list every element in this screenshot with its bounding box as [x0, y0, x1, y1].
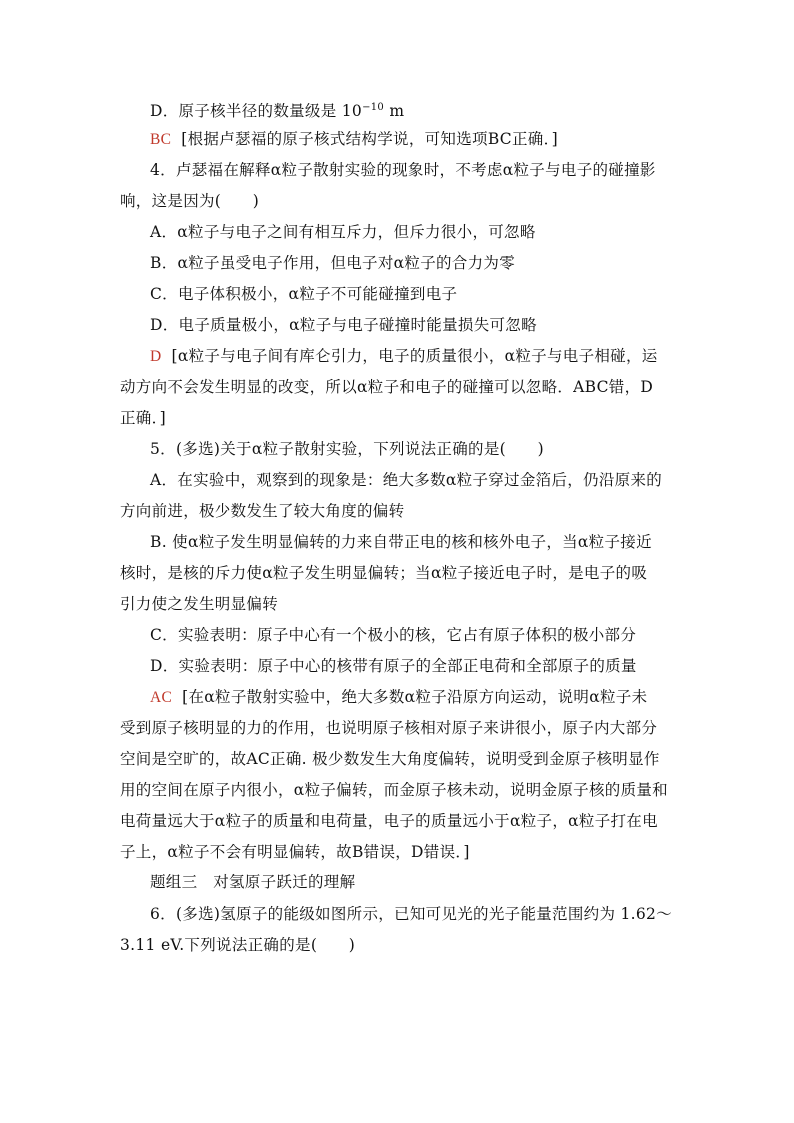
q5-option-b-line-2: 核时，是核的斥力使α粒子发生明显偏转；当α粒子接近电子时，是电子的吸 [120, 564, 648, 582]
q4-option-a: A．α粒子与电子之间有相互斥力，但斥力很小，可忽略 [150, 223, 536, 241]
q4-option-c: C．电子体积极小，α粒子不可能碰撞到电子 [150, 285, 458, 303]
answer-label: D [150, 348, 162, 365]
q5-answer [150, 686, 710, 709]
answer-label: AC [150, 689, 173, 706]
q5-answer-line-2: 受到原子核明显的力的作用，也说明原子核相对原子来讲很小，原子内大部分 [120, 719, 658, 737]
q4-answer-line-2: 动方向不会发生明显的改变，所以α粒子和电子的碰撞可以忽略．ABC错，D [120, 378, 654, 396]
section-heading-text: 题组三 对氢原子跃迁的理解 [150, 874, 356, 891]
q4-answer-line-3: 正确．] [120, 409, 166, 427]
q5-option-b-line-3: 引力使之发生明显偏转 [120, 595, 279, 613]
q5-option-a-line-1: A．在实验中，观察到的现象是：绝大多数α粒子穿过金箔后，仍沿原来的 [150, 471, 663, 489]
q3-option-d-text: D．原子核半径的数量级是 10 [150, 102, 363, 120]
q4-answer [150, 345, 710, 368]
q4-option-b: B．α粒子虽受电子作用，但电子对α粒子的合力为零 [150, 254, 516, 272]
q4-option-d: D．电子质量极小，α粒子与电子碰撞时能量损失可忽略 [150, 316, 537, 334]
q3-option-d [150, 97, 710, 122]
q4-stem-line-1: 4．卢瑟福在解释α粒子散射实验的现象时，不考虑α粒子与电子的碰撞影 [150, 161, 656, 179]
q4-stem-line-2: 响，这是因为( ) [120, 192, 260, 210]
q5-option-d: D．实验表明：原子中心的核带有原子的全部正电荷和全部原子的质量 [150, 657, 637, 675]
q5-option-a-line-2: 方向前进，极少数发生了较大角度的偏转 [120, 502, 405, 520]
q5-answer-line-5: 电荷量远大于α粒子的质量和电荷量，电子的质量远小于α粒子，α粒子打在电 [120, 812, 658, 830]
answer-explanation: [在α粒子散射实验中，绝大多数α粒子沿原方向运动，说明α粒子未 [182, 688, 648, 706]
section-heading [150, 872, 710, 894]
answer-label: BC [150, 131, 172, 148]
q5-option-b-line-1: B. 使α粒子发生明显偏转的力来自带正电的核和核外电子，当α粒子接近 [150, 533, 652, 551]
q6-stem-line-2: 3.11 eV.下列说法正确的是( ) [120, 936, 356, 954]
answer-explanation: [α粒子与电子间有库仑引力，电子的质量很小，α粒子与电子相碰，运 [171, 347, 658, 365]
answer-explanation: [根据卢瑟福的原子核式结构学说，可知选项BC正确．] [181, 130, 558, 148]
q5-answer-line-3: 空间是空旷的，故AC正确. 极少数发生大角度偏转，说明受到金原子核明显作 [120, 750, 660, 768]
q6-stem-line-1: 6．(多选)氢原子的能级如图所示，已知可见光的光子能量范围约为 1.62～ [150, 905, 672, 923]
q5-answer-line-4: 用的空间在原子内很小，α粒子偏转，而金原子核未动，说明金原子核的质量和 [120, 781, 668, 799]
q5-answer-line-6: 子上，α粒子不会有明显偏转，故B错误，D错误．] [120, 843, 470, 861]
q3-answer [150, 128, 710, 151]
exponent: −10 [362, 102, 385, 113]
q5-option-c: C．实验表明：原子中心有一个极小的核，它占有原子体积的极小部分 [150, 626, 637, 644]
q5-stem: 5．(多选)关于α粒子散射实验，下列说法正确的是( ) [150, 440, 544, 458]
unit: m [384, 102, 405, 120]
